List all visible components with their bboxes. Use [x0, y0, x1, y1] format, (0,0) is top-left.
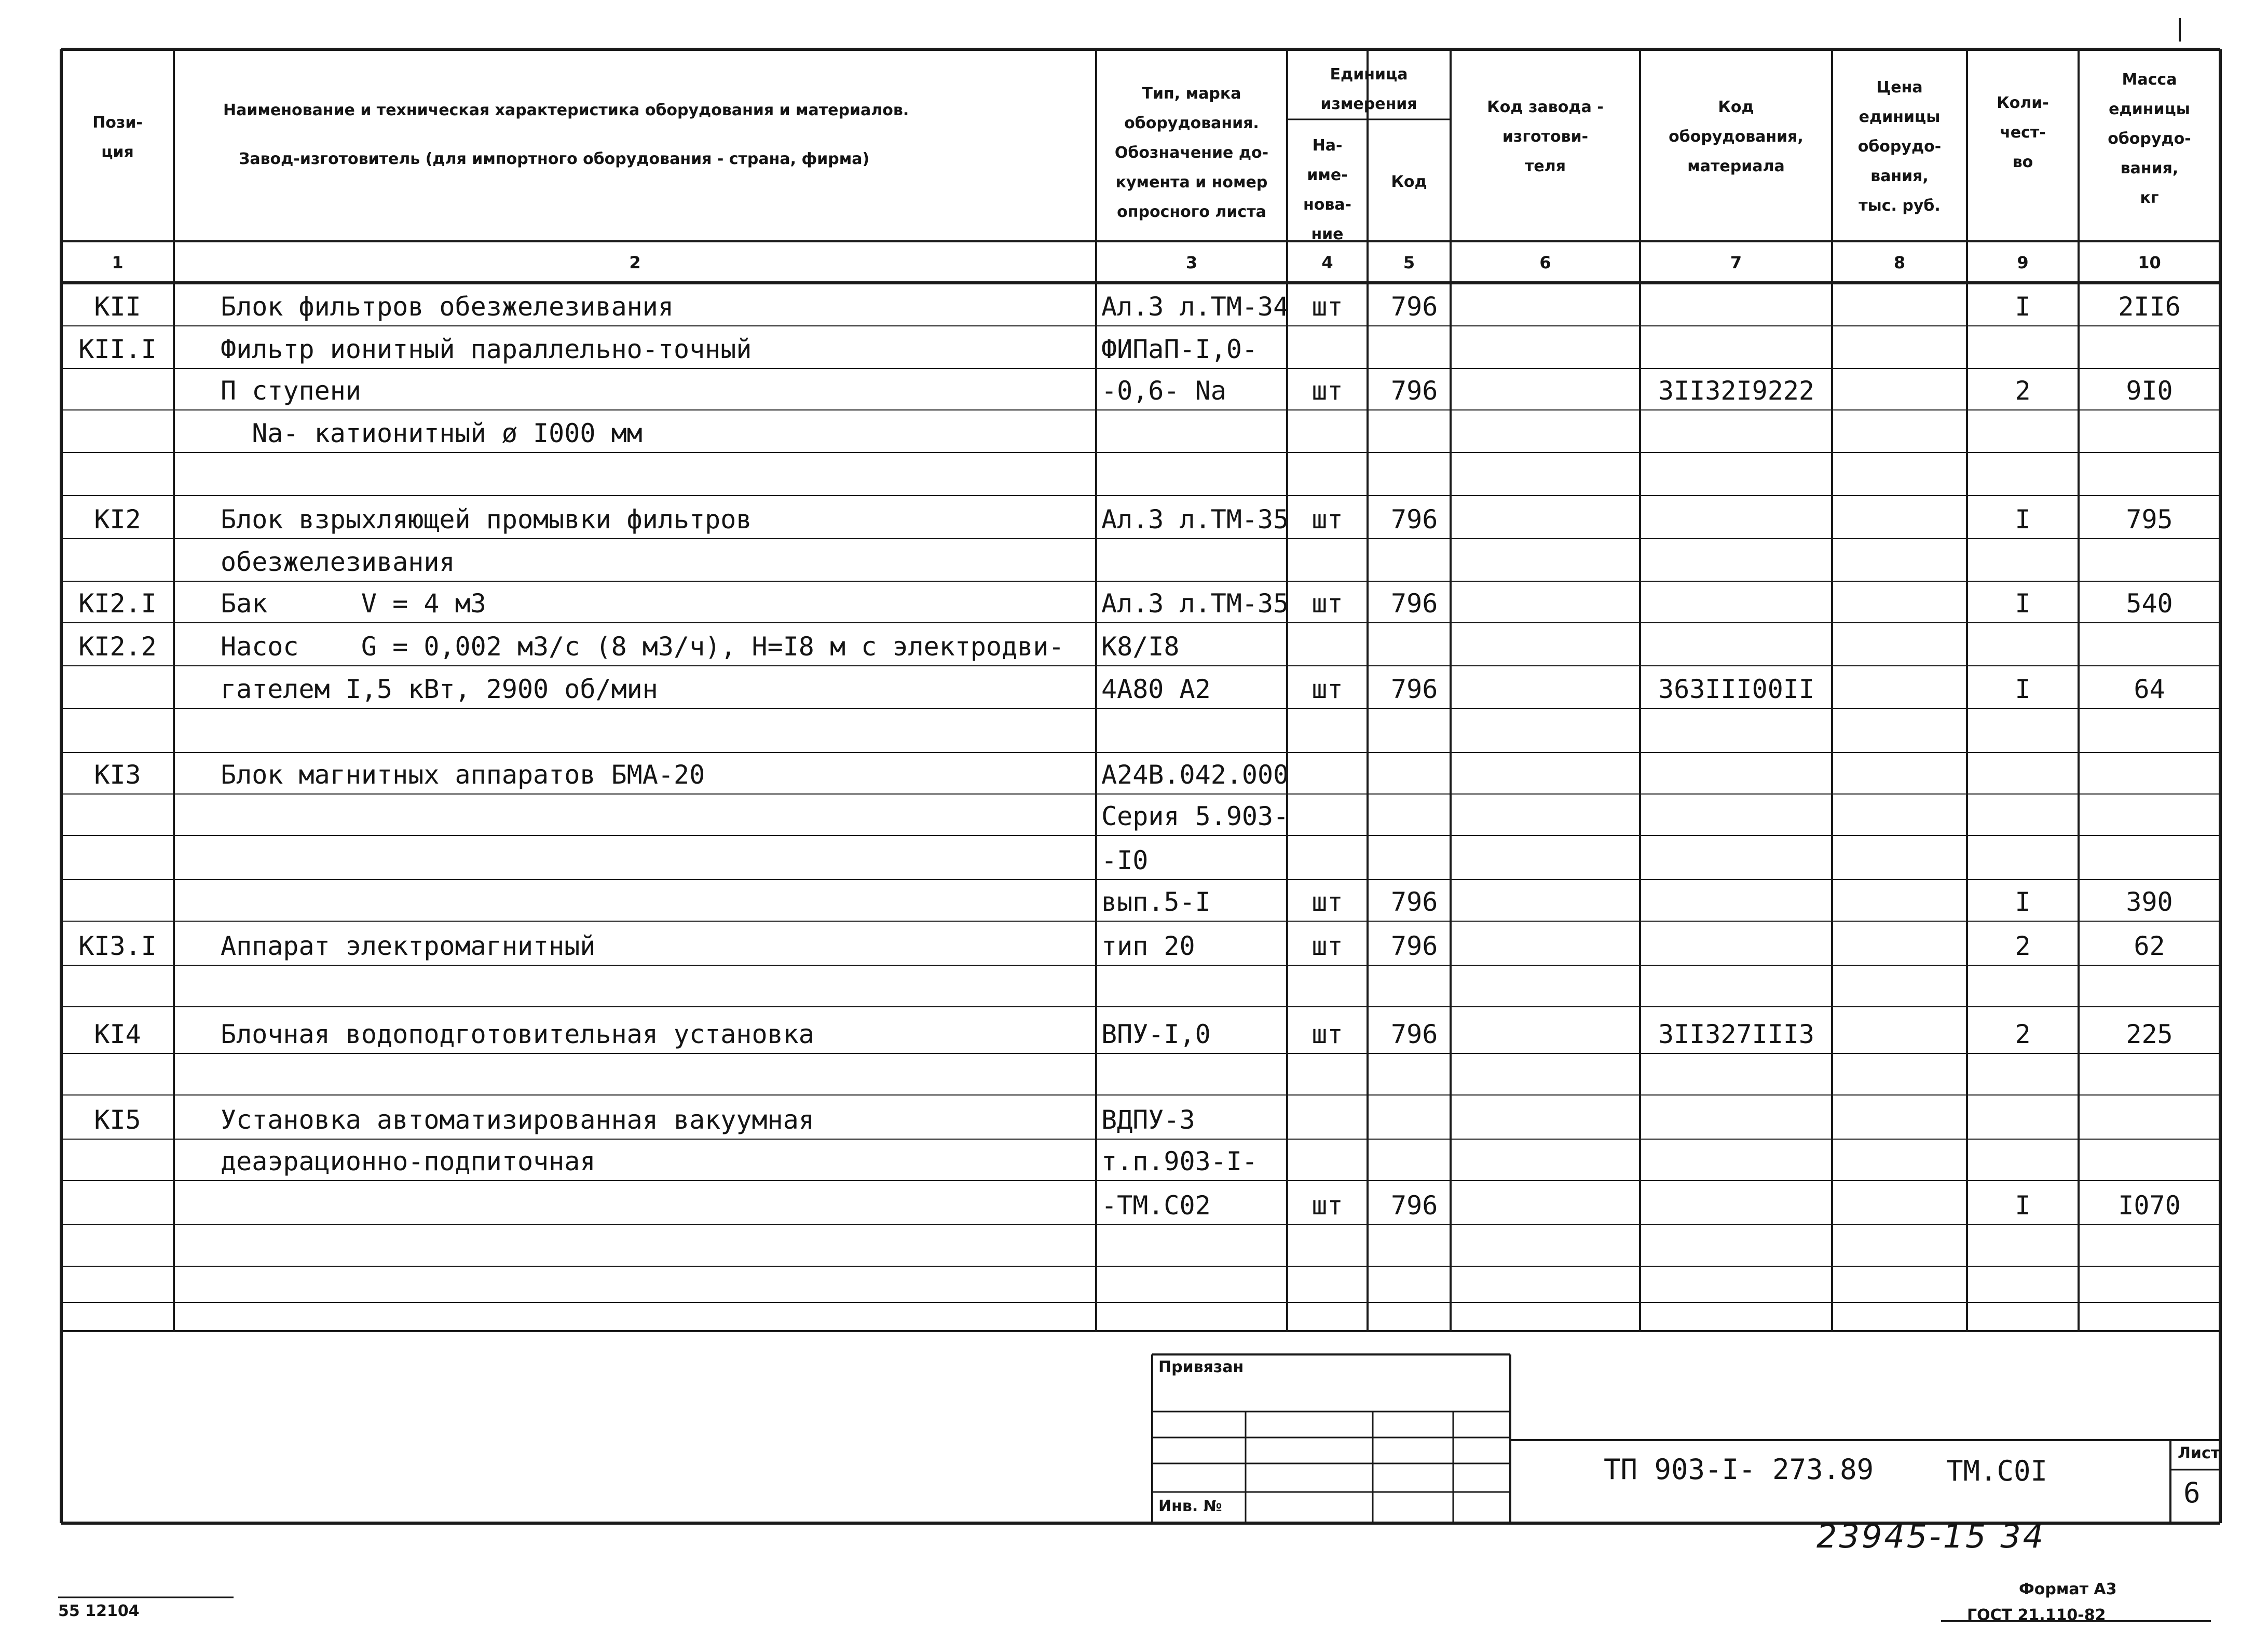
cell-unit: шт: [1311, 376, 1343, 406]
sheet-label: Лист: [2178, 1444, 2220, 1462]
column-number: 2: [629, 253, 641, 272]
cell-code: 796: [1391, 292, 1438, 322]
cell-qty: I: [2015, 887, 2031, 917]
cell-name: Бак V = 4 м3: [221, 588, 486, 619]
cell-code: 796: [1391, 1019, 1438, 1049]
cell-name: Блок фильтров обезжелезивания: [221, 292, 674, 322]
cell-type: А24В.042.000: [1101, 760, 1289, 790]
cell-qty: I: [2015, 504, 2031, 535]
cell-mass: 64: [2134, 674, 2165, 704]
column-number: 4: [1321, 253, 1333, 272]
cell-eqcode: 363III00II: [1658, 674, 1815, 704]
cell-name: Блок взрыхляющей промывки фильтров: [221, 504, 752, 535]
header-unit-group: Единица измерения: [1320, 65, 1417, 113]
handwritten-archive-number: 23945-15 34: [1816, 1517, 2046, 1555]
cell-qty: 2: [2015, 376, 2031, 406]
cell-pos: КI2: [94, 504, 141, 535]
cell-type: ФИПаП-I,0-: [1101, 334, 1258, 364]
cell-name: Фильтр ионитный параллельно-точный: [221, 334, 752, 364]
cell-type: т.п.903-I-: [1101, 1146, 1258, 1176]
cell-type: -0,6- Na: [1101, 376, 1226, 406]
cell-pos: КI2.I: [78, 588, 157, 619]
cell-mass: 795: [2126, 504, 2173, 535]
cell-unit: шт: [1311, 588, 1343, 619]
footer-left-code: 55 12104: [58, 1602, 140, 1620]
cell-type: К8/I8: [1101, 632, 1180, 662]
cell-type: вып.5-I: [1101, 887, 1211, 917]
cell-mass: I070: [2118, 1190, 2181, 1221]
header-position: Пози- ция: [92, 114, 143, 161]
cell-mass: 2II6: [2118, 292, 2181, 322]
cell-eqcode: 3II327III3: [1658, 1019, 1815, 1049]
document-code: ТМ.С0I: [1946, 1455, 2048, 1487]
cell-qty: I: [2015, 1190, 2031, 1221]
cell-name: П ступени: [221, 376, 361, 406]
cell-qty: I: [2015, 674, 2031, 704]
cell-mass: 9I0: [2126, 376, 2173, 406]
header-name-line2: Завод-изготовитель (для импортного оборудования - страна, фирма): [239, 150, 870, 168]
cell-pos: КI5: [94, 1105, 141, 1135]
column-number: 10: [2138, 253, 2161, 272]
header-manufacturer-code: Код завода - изготови- теля: [1487, 98, 1604, 175]
cell-unit: шт: [1311, 931, 1343, 961]
cell-name: деаэрационно-подпиточная: [221, 1146, 596, 1176]
cell-name: обезжелезивания: [221, 547, 455, 577]
cell-name: Блочная водоподготовительная установка: [221, 1019, 814, 1049]
cell-code: 796: [1391, 931, 1438, 961]
cell-code: 796: [1391, 588, 1438, 619]
document-number: ТП 903-I- 273.89: [1604, 1453, 1874, 1486]
cell-code: 796: [1391, 674, 1438, 704]
header-unit-price: Цена единицы оборудо- вания, тыс. руб.: [1857, 78, 1942, 215]
cell-name: Аппарат электромагнитный: [221, 931, 596, 961]
stamp-privyazan-label: Привязан: [1158, 1358, 1244, 1376]
cell-code: 796: [1391, 504, 1438, 535]
cell-pos: КII: [94, 292, 141, 322]
column-number: 8: [1893, 253, 1906, 272]
cell-name: Насос G = 0,002 м3/с (8 м3/ч), Н=I8 м с электродви-: [221, 632, 1064, 662]
cell-code: 796: [1391, 1190, 1438, 1221]
cell-name: гателем I,5 кВт, 2900 об/мин: [221, 674, 658, 704]
format-label: Формат А3: [2019, 1580, 2117, 1598]
column-number: 1: [112, 253, 124, 272]
column-number: 9: [2017, 253, 2029, 272]
cell-qty: 2: [2015, 931, 2031, 961]
header-type: Тип, марка оборудования. Обозначение до- кумента и номер опросного листа: [1114, 85, 1269, 221]
cell-type: Ал.3 л.ТМ-34: [1101, 292, 1289, 322]
header-equipment-code: Код оборудования, материала: [1669, 98, 1804, 175]
stamp-inventory-label: Инв. №: [1158, 1497, 1222, 1515]
cell-qty: I: [2015, 292, 2031, 322]
cell-name: Na- катионитный ø I000 мм: [221, 418, 643, 448]
header-unit-mass: Масса единицы оборудо- вания, кг: [2108, 71, 2191, 207]
cell-type: Ал.3 л.ТМ-35: [1101, 588, 1289, 619]
cell-unit: шт: [1311, 1190, 1343, 1221]
cell-mass: 540: [2126, 588, 2173, 619]
cell-type: 4А80 А2: [1101, 674, 1211, 704]
cell-eqcode: 3II32I9222: [1658, 376, 1815, 406]
cell-unit: шт: [1311, 887, 1343, 917]
cell-pos: КII.I: [78, 334, 157, 364]
cell-unit: шт: [1311, 674, 1343, 704]
column-number: 7: [1730, 253, 1742, 272]
column-number: 3: [1185, 253, 1198, 272]
cell-name: Установка автоматизированная вакуумная: [221, 1105, 814, 1135]
cell-mass: 225: [2126, 1019, 2173, 1049]
cell-pos: КI2.2: [78, 632, 157, 662]
cell-qty: 2: [2015, 1019, 2031, 1049]
cell-unit: шт: [1311, 504, 1343, 535]
header-unit-name: На- име- нова- ние: [1303, 136, 1352, 243]
cell-qty: I: [2015, 588, 2031, 619]
cell-type: Серия 5.903-: [1101, 801, 1289, 831]
sheet-number: 6: [2183, 1476, 2201, 1509]
cell-code: 796: [1391, 376, 1438, 406]
cell-type: тип 20: [1101, 931, 1195, 961]
column-number: 6: [1539, 253, 1551, 272]
cell-type: ВПУ-I,0: [1101, 1019, 1211, 1049]
header-name-line1: Наименование и техническая характеристика оборудования и материалов.: [223, 101, 909, 119]
cell-pos: КI3.I: [78, 931, 157, 961]
cell-unit: шт: [1311, 1019, 1343, 1049]
cell-name: Блок магнитных аппаратов БМА-20: [221, 760, 705, 790]
cell-type: -ТМ.С02: [1101, 1190, 1211, 1221]
cell-pos: КI3: [94, 760, 141, 790]
cell-pos: КI4: [94, 1019, 141, 1049]
cell-mass: 62: [2134, 931, 2165, 961]
header-quantity: Коли- чест- во: [1997, 94, 2049, 171]
cell-type: ВДПУ-3: [1101, 1105, 1195, 1135]
cell-mass: 390: [2126, 887, 2173, 917]
cell-type: -I0: [1101, 845, 1149, 875]
header-unit-code: Код: [1391, 173, 1427, 191]
gost-label: ГОСТ 21.110-82: [1967, 1606, 2106, 1624]
cell-unit: шт: [1311, 292, 1343, 322]
column-number: 5: [1403, 253, 1415, 272]
cell-code: 796: [1391, 887, 1438, 917]
cell-type: Ал.3 л.ТМ-35: [1101, 504, 1289, 535]
